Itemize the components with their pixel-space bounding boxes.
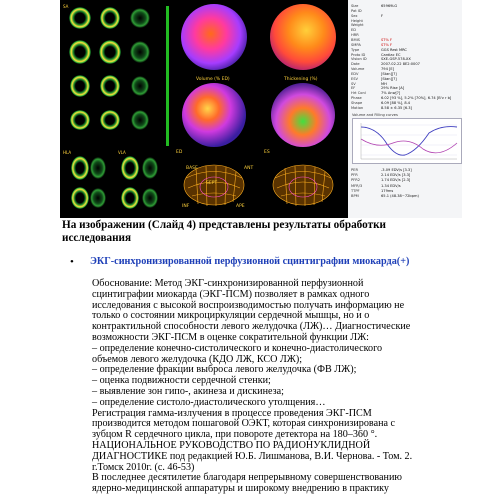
metric-row <box>351 178 411 183</box>
bullet-icon: • <box>70 256 74 268</box>
scan-screenshot <box>60 0 462 218</box>
info-row <box>351 23 364 27</box>
info-row <box>351 47 407 52</box>
info-key: Motion <box>351 105 364 110</box>
results-panel <box>348 0 462 218</box>
body-text <box>92 279 412 495</box>
caption-line-1: На изображении (Слайд 4) представлены результаты обработки <box>62 219 386 231</box>
volume-curve-chart <box>352 118 462 164</box>
polar-map-wall <box>270 4 336 70</box>
info-key: Shape <box>351 101 363 105</box>
metric-row <box>351 183 401 188</box>
mesh-label-inf: INF <box>182 204 190 209</box>
metric-row <box>351 173 411 178</box>
info-key: Date <box>351 62 360 67</box>
body-line: только о состоянии микроциркуляции сердечной мышцы, но и о <box>92 310 370 322</box>
slice-grid <box>60 0 172 218</box>
metric-row <box>351 188 394 193</box>
info-key: Type <box>351 47 360 52</box>
info-value: SXE-GSP-578-XX <box>381 57 411 62</box>
slice-sa-4 <box>70 75 120 97</box>
info-key: EF <box>351 86 356 91</box>
color-scale-bar <box>166 6 169 146</box>
info-value: 8.58 ± 6.35 [6.3] <box>381 105 412 110</box>
info-value: [Stan][?] <box>381 76 397 81</box>
metric-value: 1.74 EDV/s [2.3] <box>381 178 411 183</box>
info-row <box>351 4 398 8</box>
info-key: Sex <box>351 13 358 18</box>
info-row <box>351 28 356 32</box>
info-value: Cardiac EC <box>381 52 401 57</box>
info-value: ST% F <box>381 42 393 47</box>
slice-vla-2 <box>121 187 158 209</box>
body-line: контрактильной способности левого желудочка (ЛЖ)… Диагностические <box>92 321 411 333</box>
info-key: Pat ID <box>351 8 362 13</box>
info-row <box>351 105 412 110</box>
body-line: Регистрация гамма-излучения в процессе проведения ЭКГ-ПСМ <box>92 407 372 419</box>
body-line: объемов левого желудочка (КДО ЛЖ, КСО ЛЖ); <box>92 353 303 365</box>
body-line: зубцом R сердечного цикла, при повороте детектора на 180–360 °. <box>92 429 378 441</box>
body-line: ядерно-медицинской аппаратуры и широкому внедрению в практику <box>92 483 389 495</box>
info-key: Hrt Conl <box>351 91 366 96</box>
info-row <box>351 91 401 96</box>
body-line: возможности ЭКГ-ПСМ в оценке сократительной функции ЛЖ: <box>92 331 369 343</box>
info-key: Volume <box>351 67 365 72</box>
body-line: НАЦИОНАЛЬНОЕ РУКОВОДСТВО ПО РАДИОНУКЛИДНОЙ <box>92 439 371 451</box>
info-value: GGS Rest MRC <box>381 47 407 52</box>
polar-map-perfusion <box>181 4 247 70</box>
info-row <box>351 81 387 86</box>
metric-value: 1.34 EDV/s <box>381 183 401 188</box>
metric-value: 65.1 (48.38~72bpm) <box>381 194 419 198</box>
polar-maps-svg <box>172 0 348 218</box>
info-key: Size <box>351 4 359 8</box>
slice-hla <box>71 156 106 180</box>
info-row <box>351 76 397 81</box>
polar-title-volume: Volume (% ED) <box>196 77 230 82</box>
sub-label-es: ES <box>264 150 270 155</box>
metric-row <box>351 194 419 198</box>
metric-key: MFR/3 <box>351 183 363 188</box>
curve-title: Volume and Filling curves <box>352 113 398 117</box>
info-key: EDV <box>351 71 359 76</box>
info-key: Proto ID <box>351 52 366 57</box>
info-key: Weight <box>351 23 364 28</box>
info-row <box>351 71 397 76</box>
info-row <box>351 9 362 13</box>
metric-value: 179ms <box>381 188 394 193</box>
slide-caption <box>62 219 386 245</box>
info-key: SMPA <box>351 42 361 47</box>
mesh-label-base: BASE <box>186 166 198 171</box>
body-line: г.Томск 2010г. (с. 46-53) <box>92 461 195 473</box>
info-key: Vision ID <box>351 57 367 62</box>
slice-sa-6 <box>100 110 149 130</box>
info-value: 29% Rise [A] <box>381 86 405 91</box>
info-key: Phase <box>351 96 362 101</box>
info-value: 6.02 [93 %], 5.2% [70%], 6.74 [B'v r b] <box>381 96 452 101</box>
info-row <box>351 52 401 57</box>
info-key: BMIS <box>351 37 360 42</box>
slice-hla-2 <box>71 187 106 209</box>
info-row <box>351 96 452 101</box>
slice-label-vla: VLA <box>118 150 126 155</box>
info-value: F <box>381 13 384 18</box>
info-value: 6.09 [88 %], 8.4 <box>381 101 411 105</box>
mesh-label-sept: SEPT <box>206 181 218 186</box>
sub-label-ed: ED <box>176 150 183 155</box>
metric-value: 2.14 EDV/s [3.3] <box>381 173 411 178</box>
info-key: HRR <box>351 33 359 38</box>
info-row <box>351 19 363 23</box>
polar-maps <box>172 0 348 218</box>
mesh-label-ant: ANT <box>244 166 254 171</box>
info-row <box>351 67 395 72</box>
polar-map-volume <box>182 83 246 147</box>
polar-map-thickening <box>271 83 335 147</box>
info-row <box>351 86 405 91</box>
info-value: ST% F <box>381 37 393 42</box>
body-line: сцинтиграфии миокарда (ЭКГ-ПСМ) позволяет в рамках одного <box>92 288 370 300</box>
metric-key: PER <box>351 168 358 172</box>
info-row <box>351 13 384 18</box>
info-key: Height <box>351 18 363 23</box>
info-key: ED <box>351 28 357 33</box>
section-heading: ЭКГ-синхронизированной перфузионной сцинтиграфии миокарда(+) <box>90 256 410 267</box>
slice-sa-1 <box>69 7 120 29</box>
body-line: – оценка подвижности сердечной стенки; <box>92 375 271 387</box>
info-row <box>351 62 420 67</box>
body-line: В последнее десятилетие благодаря непрерывному совершенствованию <box>92 472 402 484</box>
slice-label-hla: HLA <box>63 150 72 155</box>
info-row <box>351 101 411 105</box>
info-row <box>351 57 411 62</box>
metric-row <box>351 168 412 172</box>
info-value: MH <box>381 81 387 86</box>
metric-key: PFR2 <box>351 178 361 183</box>
info-value: 65969LG <box>381 4 398 8</box>
metric-key: TTPF <box>351 188 360 193</box>
body-line: Обоснование: Метод ЭКГ-синхронизированной перфузионной <box>92 278 364 289</box>
body-line: – выявление зон гипо-, акинеза и дискинеза; <box>92 385 284 397</box>
info-value: 794 [E] <box>381 67 395 72</box>
info-row <box>351 37 393 42</box>
polar-title-thickening: Thickening (%) <box>284 77 318 82</box>
mesh-label-ape: APE <box>236 204 245 209</box>
body-line: – определение конечно-систолического и конечно-диастолического <box>92 342 383 354</box>
filling-curve <box>361 139 457 153</box>
body-line: исследования с высокой воспроизводимостью получать информацию не <box>92 299 405 311</box>
metric-key: PFR <box>351 173 358 178</box>
slice-images <box>60 0 172 218</box>
info-value: [Stan][?] <box>381 71 397 76</box>
metric-key: BPM <box>351 194 359 198</box>
slice-vla <box>121 156 158 180</box>
metric-value: -3.09 EDV/s [3.3] <box>381 168 412 172</box>
body-line: – определение систоло-диастолического утолщения… <box>92 396 326 408</box>
info-value: 7% Anw[?] <box>381 91 401 96</box>
slice-sa-3 <box>99 40 150 64</box>
info-row <box>351 42 393 47</box>
info-row <box>351 33 359 37</box>
body-line: производится методом пошаговой ОЭКТ, которая синхронизирована с <box>92 418 396 430</box>
slice-label-sa: SA <box>63 4 69 9</box>
info-key: ESV <box>351 76 359 81</box>
info-key: SV <box>351 81 356 86</box>
body-line: ДИАГНОСТИКЕ под редакцией Ю.Б. Лишманова, В.И. Чернова. - Том. 2. <box>92 450 413 462</box>
caption-line-2: исследования <box>62 232 132 244</box>
volume-curve <box>361 127 457 156</box>
info-value: 2007.02.22 8E2:0007 <box>381 62 420 67</box>
body-line: – определение фракции выброса левого желудочка (ФВ ЛЖ); <box>92 364 357 376</box>
